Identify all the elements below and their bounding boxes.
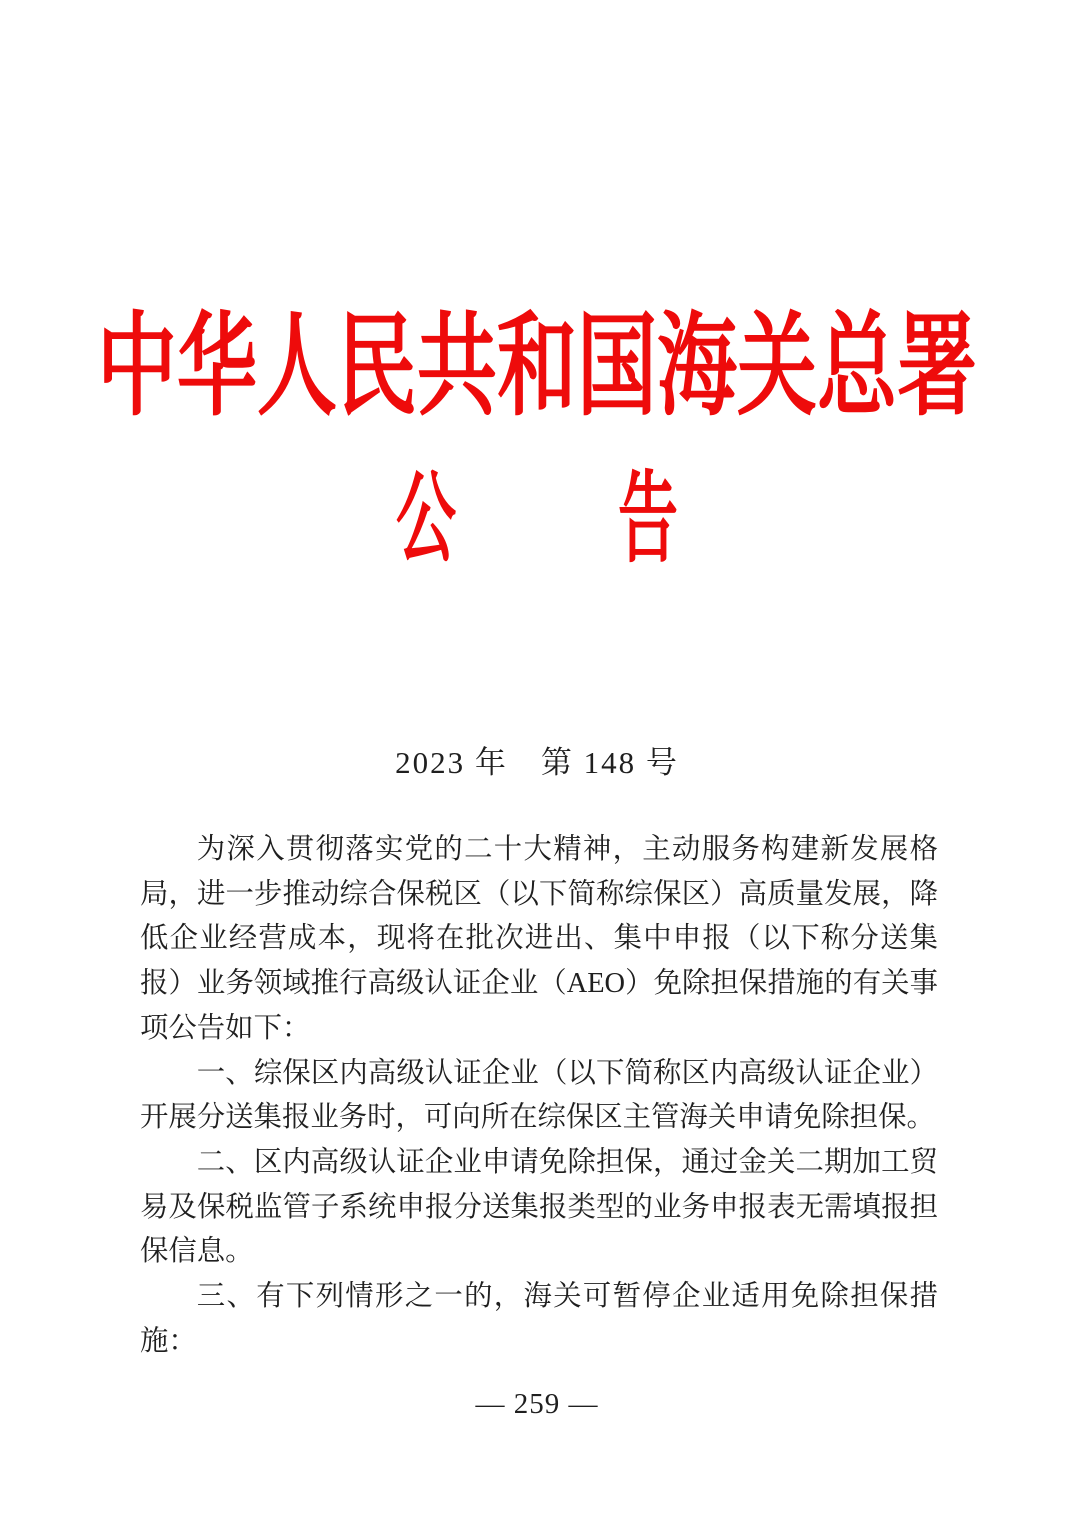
body-paragraph-item-2: 二、区内高级认证企业申请免除担保，通过金关二期加工贸易及保税监管子系统申报分送集报类型的业务申报表无需填报担保信息。 [140, 1146, 938, 1268]
body-paragraph-intro: 为深入贯彻落实党的二十大精神，主动服务构建新发展格局，进一步推动综合保税区（以下简称综保区）高质量发展，降低企业经营成本，现将在批次进出、集中申报（以下称分送集报）业务领域推行高级认证企业（AEO）免除担保措施的有关事项公告如下： [140, 834, 938, 1044]
announcement-title: 公 告 [396, 465, 692, 574]
document-number: 2023 年 第 148 号 [395, 745, 679, 780]
body-paragraph-item-3: 三、有下列情形之一的，海关可暂停企业适用免除担保措施： [140, 1281, 938, 1357]
body-text [140, 828, 938, 1364]
issuer-title: 中华人民共和国海关总署 [97, 306, 977, 430]
body-paragraph-item-1: 一、综保区内高级认证企业（以下简称区内高级认证企业）开展分送集报业务时，可向所在综保区主管海关申请免除担保。 [140, 1057, 938, 1134]
page-number: — 259 — [475, 1388, 599, 1420]
